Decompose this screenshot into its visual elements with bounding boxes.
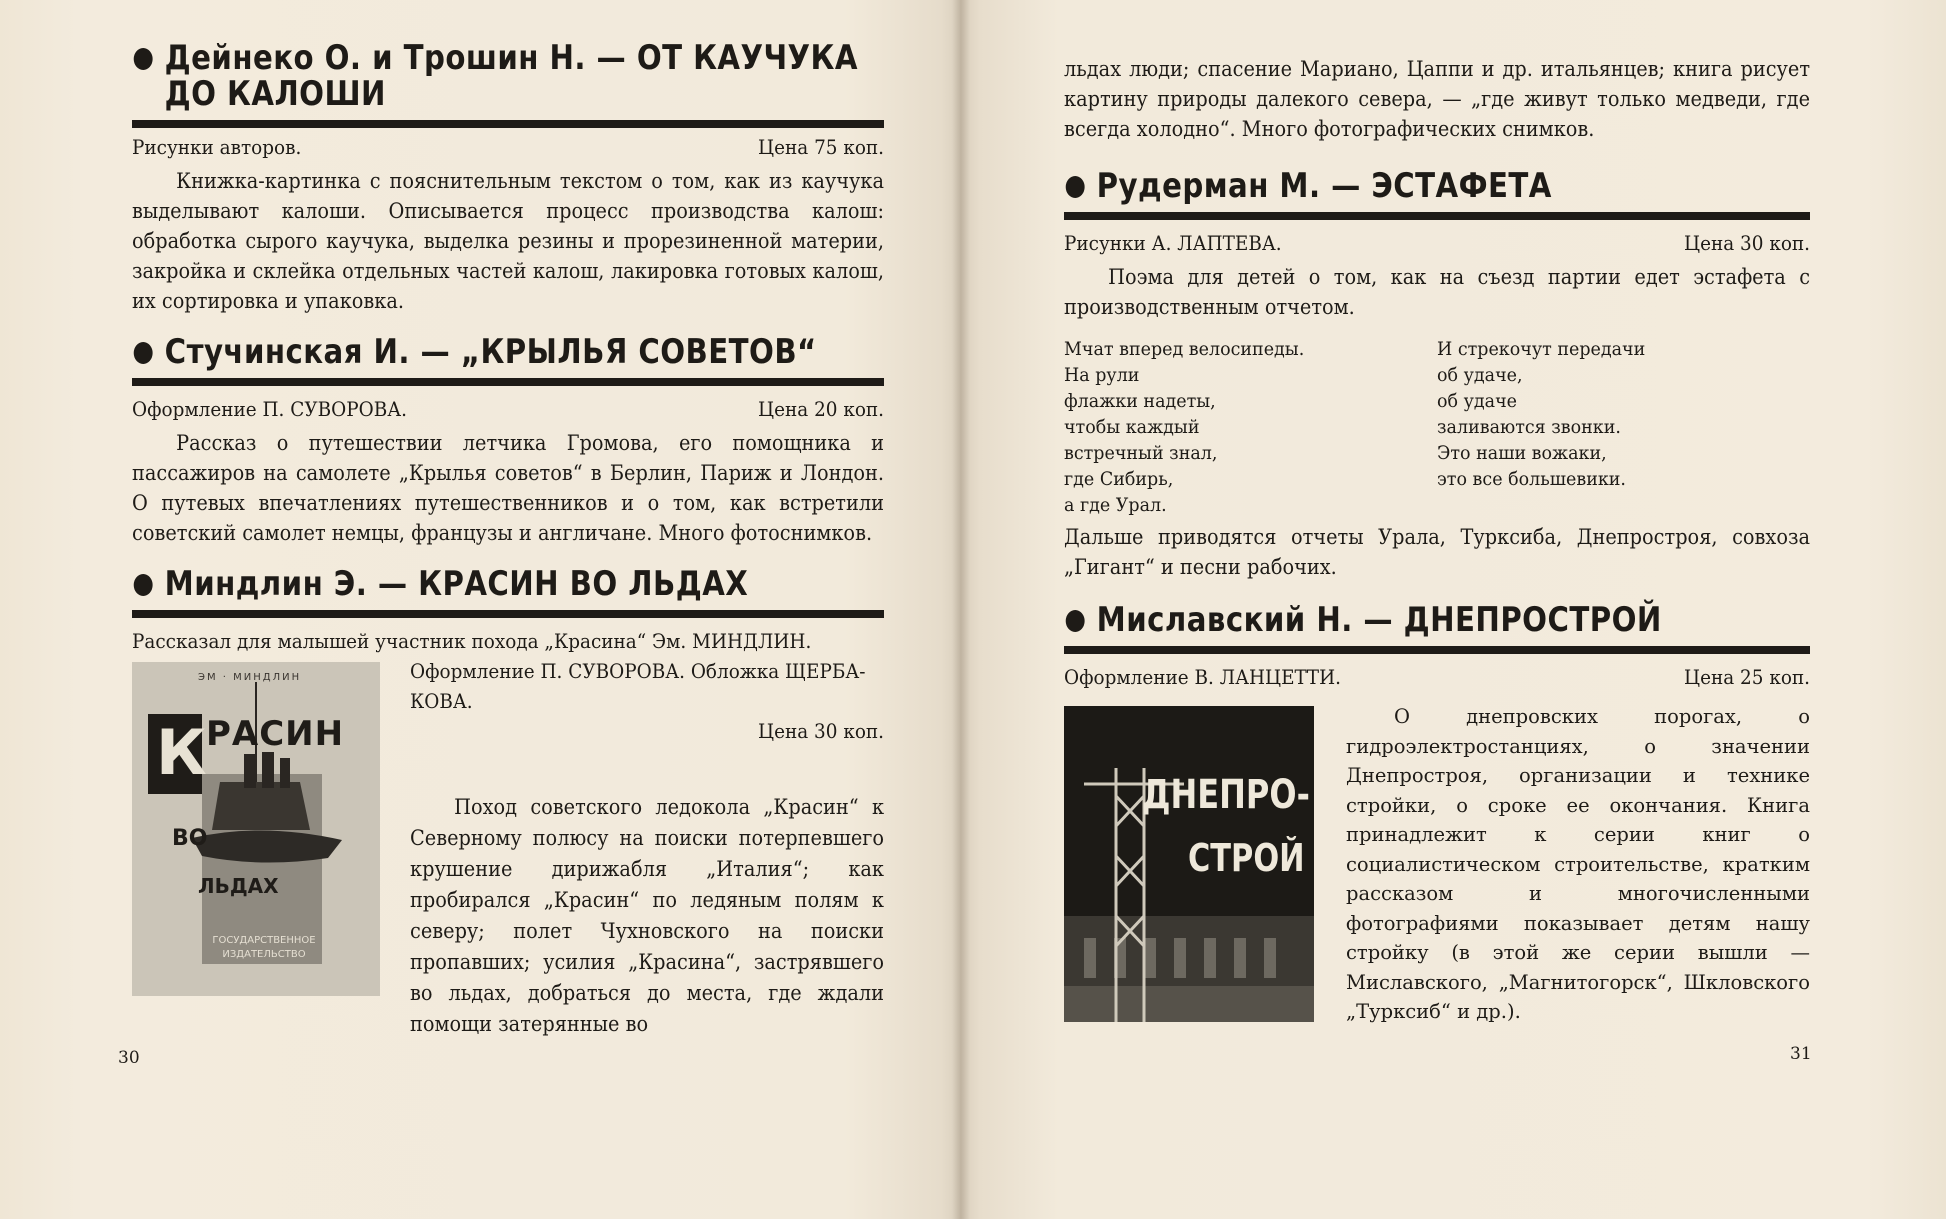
bullet-icon [1066,610,1085,632]
heading-text: Рудерман М. — ЭСТАФЕТА [1096,166,1552,206]
entry-price: Цена 30 коп. [1684,231,1811,255]
cover-publisher: ГОСУДАРСТВЕННОЕ ИЗДАТЕЛЬСТВО [212,935,316,960]
entry-ruderman [1064,166,1810,582]
entry-credit: Рисунки авторов. [132,135,302,159]
heading-rule [132,378,884,386]
entry-deyneko [132,38,884,316]
bullet-icon [1066,176,1085,198]
bullet-icon [134,48,153,70]
heading-line-1: Дейнеко О. и Трошин Н. — ОТ КАУЧУКА [164,38,858,78]
entry-meta [132,626,884,656]
poem-line: об удаче [1437,390,1517,412]
poem-line: флажки надеты, [1064,390,1216,412]
entry-credit: Оформление П. СУВОРОВА. [132,397,407,421]
entry-heading [1064,600,1810,654]
entry-description: Рассказ о путешествии летчика Громова, его помощника и пассажиров на самолете „Крылья советов“ в Берлин, Париж и Лондон. О путевых впечатлениях путешественников и о том, как встретили советский самолет немцы, французы и англичане. Много фотоснимков. [132,431,885,545]
cover-author: ЭМ · МИНДЛИН [198,672,302,683]
poem-line: заливаются звонки. [1437,416,1621,438]
heading-rule [132,120,884,128]
entry-heading [132,564,884,618]
heading-text: Миндлин Э. — КРАСИН ВО ЛЬДАХ [164,564,749,604]
entry-mislavsky [1064,600,1810,1027]
entry-price: Цена 75 коп. [758,135,885,159]
book-cover-krasin [132,662,380,996]
entry-heading [1064,166,1810,220]
bullet-icon [134,342,153,364]
entry-description-after: Дальше приводятся отчеты Урала, Турксиба, Днепростроя, совхоза „Гигант“ и песни рабочих. [1064,525,1811,579]
page-number-right: 31 [1790,1044,1812,1064]
heading-rule [1064,646,1810,654]
left-page [0,0,960,1219]
poem-line: чтобы каждый [1064,416,1200,438]
poem-line: это все большевики. [1437,468,1626,490]
heading-rule [1064,212,1810,220]
entry-heading [132,332,884,386]
poem-line: об удаче, [1437,364,1523,386]
entry-description: Книжка-картинка с пояснительным текстом о том, как из каучука выделывают калоши. Описывается процесс производства калош: обработка сырого каучука, выделка резины и прорезиненной материи, закройка и склейка отдельных частей калош, лакировка готовых калош, их сортировка и упаковка. [132,169,885,313]
entry-credit: Рассказал для малышей участник похода „Красина“ Эм. МИНДЛИН. [132,629,812,653]
cover-word-ldah: ЛЬДАХ [198,874,279,898]
cover-title-letter: К [156,716,207,789]
page-number-left: 30 [118,1048,140,1068]
entry-description: Поход советского ледокола „Красин“ к Северному полюсу на поиски потерпевшего крушение дирижабля „Италия“; как пробирался „Красин“ по ледяным полям к северу; полет Чухновского на поиски пропавших; усилия „Красина“, застрявшего во льдах, добраться до места, где ждали помощи затерянные во [410,795,885,1036]
entry-description: О днепровских порогах, о гидроэлектростанциях, о значении Днепростроя, организации и технике стройки, о сроке ее окончания. Книга принадлежит к серии книг о социалистическом строительстве, кратким рассказом и многочисленными фотографиями показывает детям нашу стройку (в этой же серии вышли — Миславского, „Магнитогорск“, Шкловского „Турксиб“ и др.). [1346,705,1810,1023]
entry-meta-2 [410,656,884,746]
cover-title-line1: ДНЕПРО- [1142,772,1310,818]
entry-price: Цена 20 коп. [758,397,885,421]
entry-credit: Рисунки А. ЛАПТЕВА. [1064,231,1282,255]
heading-text: Миславский Н. — ДНЕПРОСТРОЙ [1096,600,1662,640]
poem-excerpt [1064,336,1810,518]
cover-title-line2: СТРОЙ [1188,836,1305,880]
cover-word-vo: ВО [172,826,208,851]
continuation-text: льдах люди; спасение Мариано, Цаппи и др. итальянцев; книга рисует картину природы далекого севера, — „где живут только медведи, где всегда холодно“. Много фотографических снимков. [1064,57,1811,141]
right-page-column [1064,48,1810,1027]
entry-meta [1064,228,1810,258]
heading-text: Стучинская И. — „КРЫЛЬЯ СОВЕТОВ“ [164,332,817,372]
entry-meta [132,132,884,162]
entry-description: Поэма для детей о том, как на съезд партии едет эстафета с производственным отчетом. [1064,265,1811,319]
entry-credit-2: Оформление П. СУВОРОВА. Обложка ЩЕРБА-КОВА. [410,659,866,713]
heading-line-2: ДО КАЛОШИ [164,74,386,114]
book-gutter [952,0,970,1219]
poem-left-column [1064,336,1437,518]
entry-credit: Оформление В. ЛАНЦЕТТИ. [1064,665,1341,689]
poem-line: На рули [1064,364,1140,386]
entry-meta [132,394,884,424]
entry-price: Цена 25 коп. [1684,665,1811,689]
heading-rule [132,610,884,618]
entry-price: Цена 30 коп. [758,719,885,743]
entry-heading [132,38,884,128]
left-page-column [132,38,884,1040]
book-cover-dneprostroy [1064,706,1314,1022]
poem-right-column [1437,336,1810,518]
poem-line: встречный знал, [1064,442,1218,464]
cover-title-rest: РАСИН [206,714,345,754]
poem-line: И стрекочут передачи [1437,338,1646,360]
poem-line: Это наши вожаки, [1437,442,1607,464]
poem-line: где Сибирь, [1064,468,1174,490]
entry-stuchinskaya [132,332,884,548]
poem-line: Мчат вперед велосипеды. [1064,338,1305,360]
entry-meta [1064,662,1810,692]
bullet-icon [134,574,153,596]
entry-mindlin [132,564,884,1040]
poem-line: а где Урал. [1064,494,1167,516]
